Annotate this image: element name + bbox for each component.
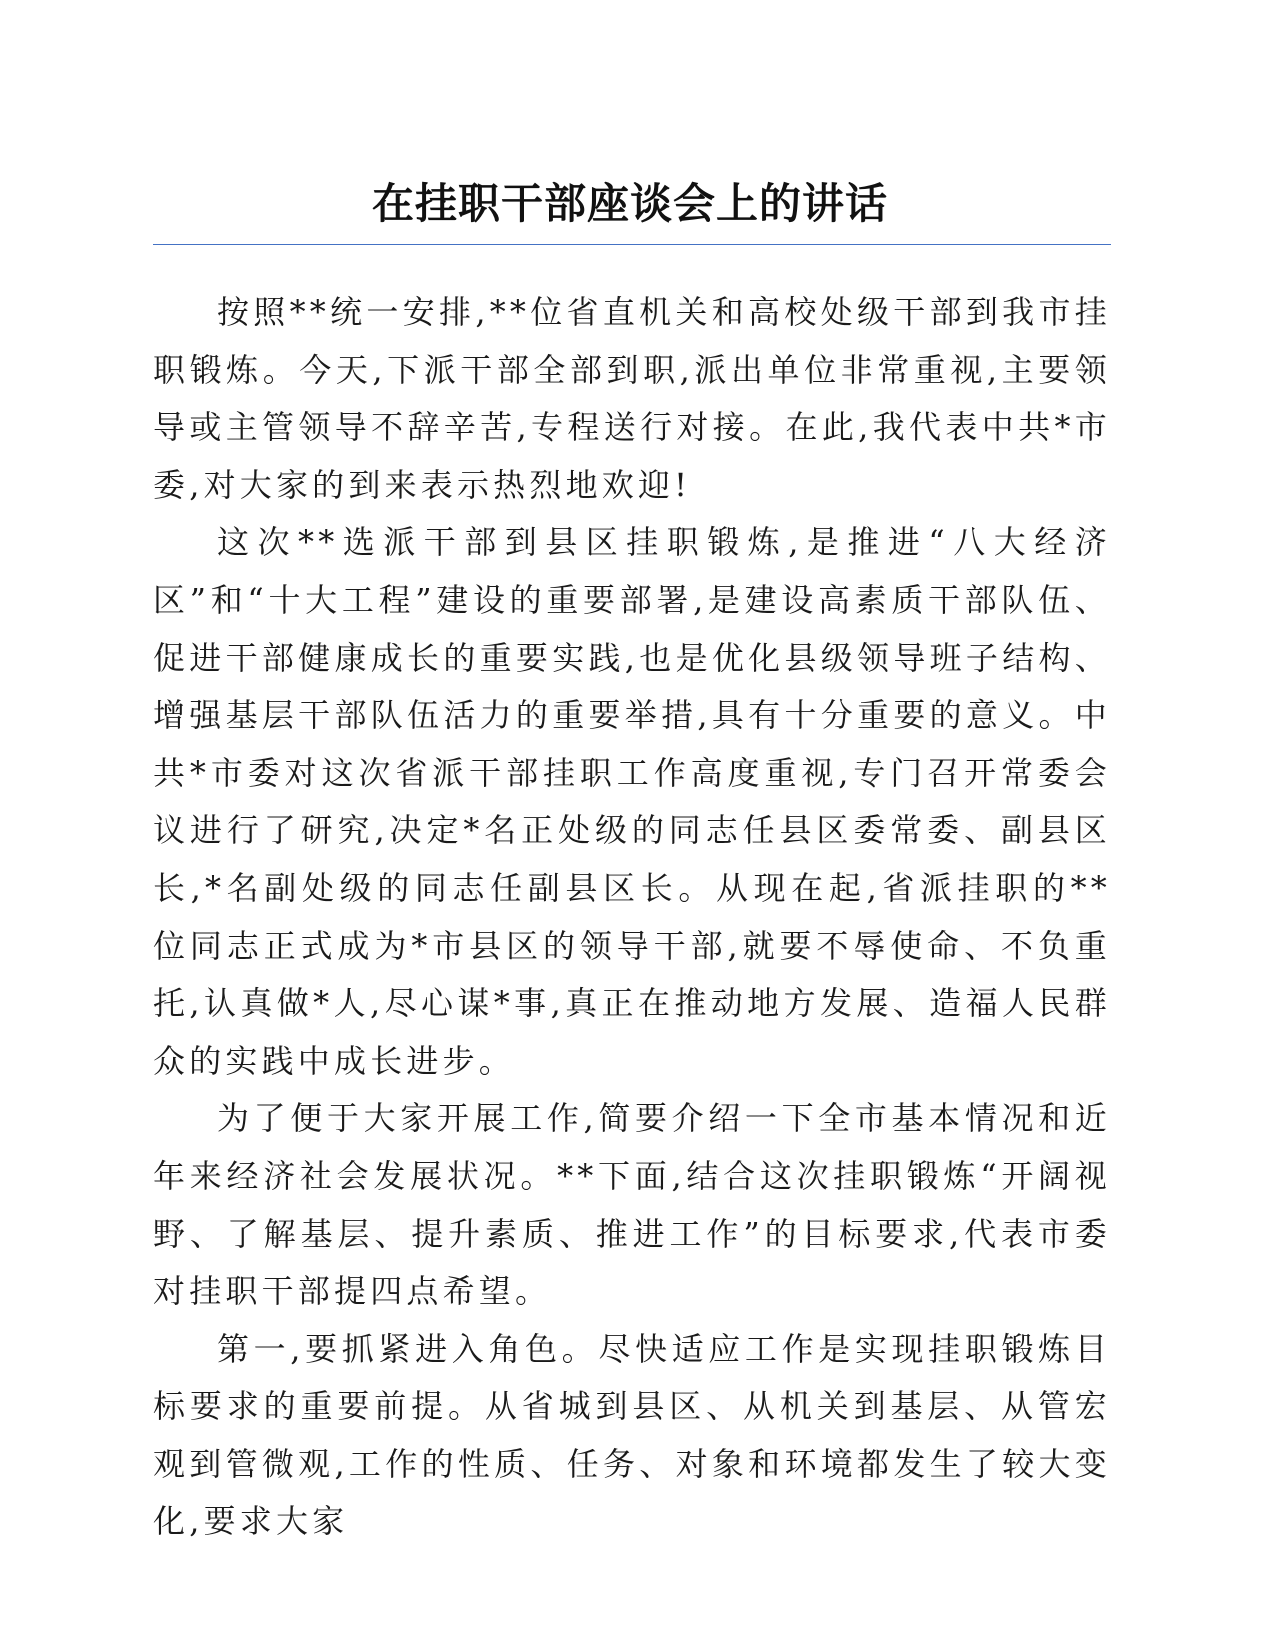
document-title: 在挂职干部座谈会上的讲话 — [371, 179, 888, 228]
title-underline — [153, 244, 1111, 245]
paragraph-3: 为了便于大家开展工作,简要介绍一下全市基本情况和近年来经济社会发展状况。**下面,结合这次挂职锻炼“开阔视野、了解基层、提升素质、推进工作”的目标要求,代表市委对挂职干部提四点希望。 — [153, 1099, 1111, 1311]
document-body — [153, 284, 1111, 1551]
paragraph-2: 这次**选派干部到县区挂职锻炼,是推进“八大经济区”和“十大工程”建设的重要部署,是建设高素质干部队伍、促进干部健康成长的重要实践,也是优化县级领导班子结构、增强基层干部队伍活力的重要举措,具有十分重要的意义。中共*市委对这次省派干部挂职工作高度重视,专门召开常委会议进行了研究,决定*名正处级的同志任县区委常委、副县区长,*名副处级的同志任副县区长。从现在起,省派挂职的**位同志正式成为*市县区的领导干部,就要不辱使命、不负重托,认真做*人,尽心谋*事,真正在推动地方发展、造福人民群众的实践中成长进步。 — [153, 523, 1111, 1080]
paragraph-4: 第一,要抓紧进入角色。尽快适应工作是实现挂职锻炼目标要求的重要前提。从省城到县区、从机关到基层、从管宏观到管微观,工作的性质、任务、对象和环境都发生了较大变化,要求大家 — [153, 1329, 1111, 1541]
paragraph-1: 按照**统一安排,**位省直机关和高校处级干部到我市挂职锻炼。今天,下派干部全部到职,派出单位非常重视,主要领导或主管领导不辞辛苦,专程送行对接。在此,我代表中共*市委,对大家的到来表示热烈地欢迎! — [153, 293, 1111, 504]
